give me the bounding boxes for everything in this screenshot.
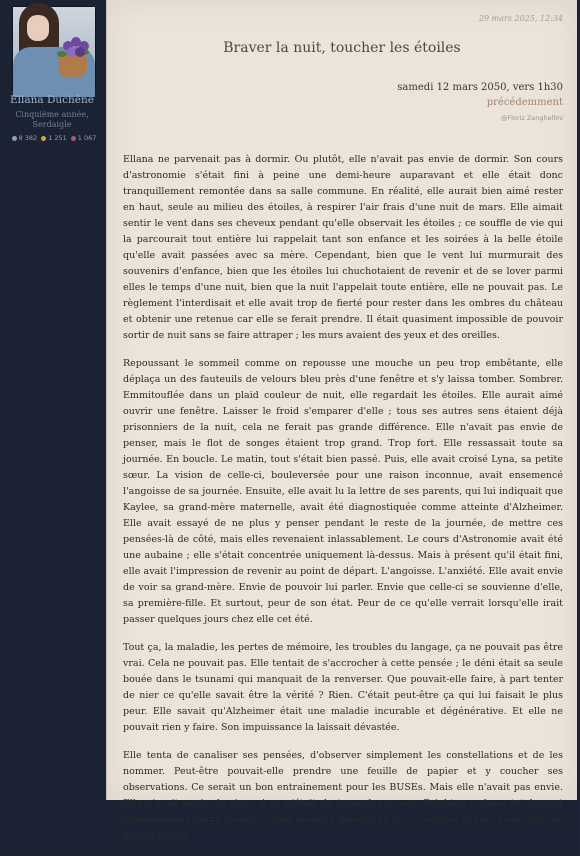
stat-messages: [12, 134, 38, 142]
flower: [75, 47, 85, 57]
star-icon: [71, 136, 76, 141]
post-timestamp: 29 mars 2025, 12:34: [478, 14, 563, 23]
stat-points: [71, 134, 97, 142]
post-panel: [106, 0, 577, 841]
coin-icon: [41, 136, 46, 141]
post-paragraph: Repoussant le sommeil comme on repousse une mouche un peu trop embêtante, elle déplaça un des fauteuils de velours bleu près d'une fenêtre et s'y laissa tomber. Sombrer. Emmitouflée dans un plaid couleur de nuit, elle regardait les étoiles. Elle aurait aimé ouvrir une fenêtre. Laisser le froid s'emparer d'elle ; tous ses autres sens étaient déjà prisonniers de la nuit, cela ne ferait pas grande différence. Elle n'avait pas envie de penser, mais le flot de songes étaient trop grand. Trop fort. Elle ressassait toute sa journée. En boucle. Le matin, tout s'était bien passé. Puis, elle avait croisé Lyna, sa petite sœur. La vision de celle-ci, bouleversée pour une raison inconnue, avait ensemencé l'angoisse de sa journée. Ensuite, elle avait lu la lettre de ses parents, qui lui indiquait que Kaylee, sa grand-mère maternelle, avait été diagnostiquée comme atteinte d'Alzheimer. Elle avait essayé de ne plus y penser pendant le reste de la journée, de mettre ces pensées-là de côté, mais elles revenaient inlassablement. Le cours d'Astronomie avait été une aubaine ; elle s'était concentrée uniquement là-dessus. Mais à présent qu'il était fini, elle avait l'impression de revenir au point de départ. L'angoisse. L'anxiété. Elle avait envie de voir sa grand-mère. Envie de pouvoir lui parler. Envie que celle-ci se souvienne d'elle, sa première-fille. Et surtout, peur de son état. Peur de ce qu'elle verrait lorsqu'elle irait passer quelques jours chez elle cet été.: [123, 358, 563, 625]
post-body: [123, 152, 563, 856]
post-paragraph: Tout ça, la maladie, les pertes de mémoire, les troubles du langage, ça ne pouvait pas être vrai. Cela ne pouvait pas. Elle tentait de s'accrocher à cette pensée ; le déni était sa seule bouée dans le tsunami qui manquait de la renverser. Que pouvait-elle faire, à part tenter de nier ce qu'elle savait être la vérité ? Rien. C'était peut-être ça qui lui faisait le plus peur. Elle savait qu'Alzheimer était une maladie incurable et dégénérative. Et elle ne pouvait rien y faire. Son impuissance la laissait dévastée.: [123, 642, 563, 733]
stat-points-value: 1 067: [77, 134, 97, 142]
previous-link[interactable]: précédemment: [486, 97, 563, 108]
post-paragraph: Ellana ne parvenait pas à dormir. Ou plutôt, elle n'avait pas envie de dormir. Son cours d'astronomie s'était fini à peine une demi-heure auparavant et elle était donc tranquillement remontée dans sa salle commune. En réalité, elle aurait bien aimé rester en haut, seule au milieu des étoiles, à respirer l'air frais d'une nuit de mars. Elle aimait sentir le vent dans ses cheveux pendant qu'elle observait les étoiles ; ce souffle de vie qui la parcourait tout entière lui rappelait tant son enfance et les soirées à la belle étoile qu'elle avait passées avec sa mère. Cependant, bien que le vent lui murmurait des souvenirs d'enfance, bien que les étoiles lui chuchotaient de revenir et de se lover parmi elles le temps d'une nuit, bien que la nuit l'appelait toute entière, elle ne pouvait pas. Le règlement l'interdisait et elle avait trop de fierté pour rester dans les ombres du château et obtenir une retenue car elle se ferait prendre. Il était quasiment impossible de pouvoir sortir de nuit sans se faire attraper ; les murs avaient des yeux et des oreilles.: [123, 154, 563, 341]
avatar-face: [27, 15, 49, 41]
user-role-year: Cinquième année,: [15, 110, 89, 119]
post-paragraph: Elle tenta de canaliser ses pensées, d'observer simplement les constellations et de les nommer. Peut-être pouvait-elle prendre une feuille de papier et y coucher ses observations. Ce serait un bon entrainement pour les BUSEs. Mais elle n'avait pas envie. Elle n'avait envie de rien, si ce n'était de transplaner vers Brighton - chose totalement impossible à l'heure présente. Elle resserra davantage la couverture autour d'elle. Elle ne dormirait pas.: [123, 750, 563, 841]
user-role: [0, 110, 104, 130]
user-sidebar: [0, 0, 104, 800]
stat-coins-value: 1 251: [48, 134, 67, 142]
leaf: [57, 51, 67, 57]
flower-pot: [59, 55, 87, 77]
stat-messages-value: 8 382: [18, 134, 38, 142]
post-date-line: samedi 12 mars 2050, vers 1h30: [397, 82, 563, 93]
stat-coins: [41, 134, 67, 142]
speech-bubble-icon: [12, 136, 17, 141]
image-credit: @Floriz Zanghellini: [500, 114, 563, 122]
user-name[interactable]: Ellana Duchêne: [9, 94, 94, 106]
avatar[interactable]: [12, 6, 96, 90]
post-title: Braver la nuit, toucher les étoiles: [223, 40, 461, 56]
user-stats: [6, 134, 102, 142]
user-role-house: Serdaigle: [32, 120, 72, 129]
